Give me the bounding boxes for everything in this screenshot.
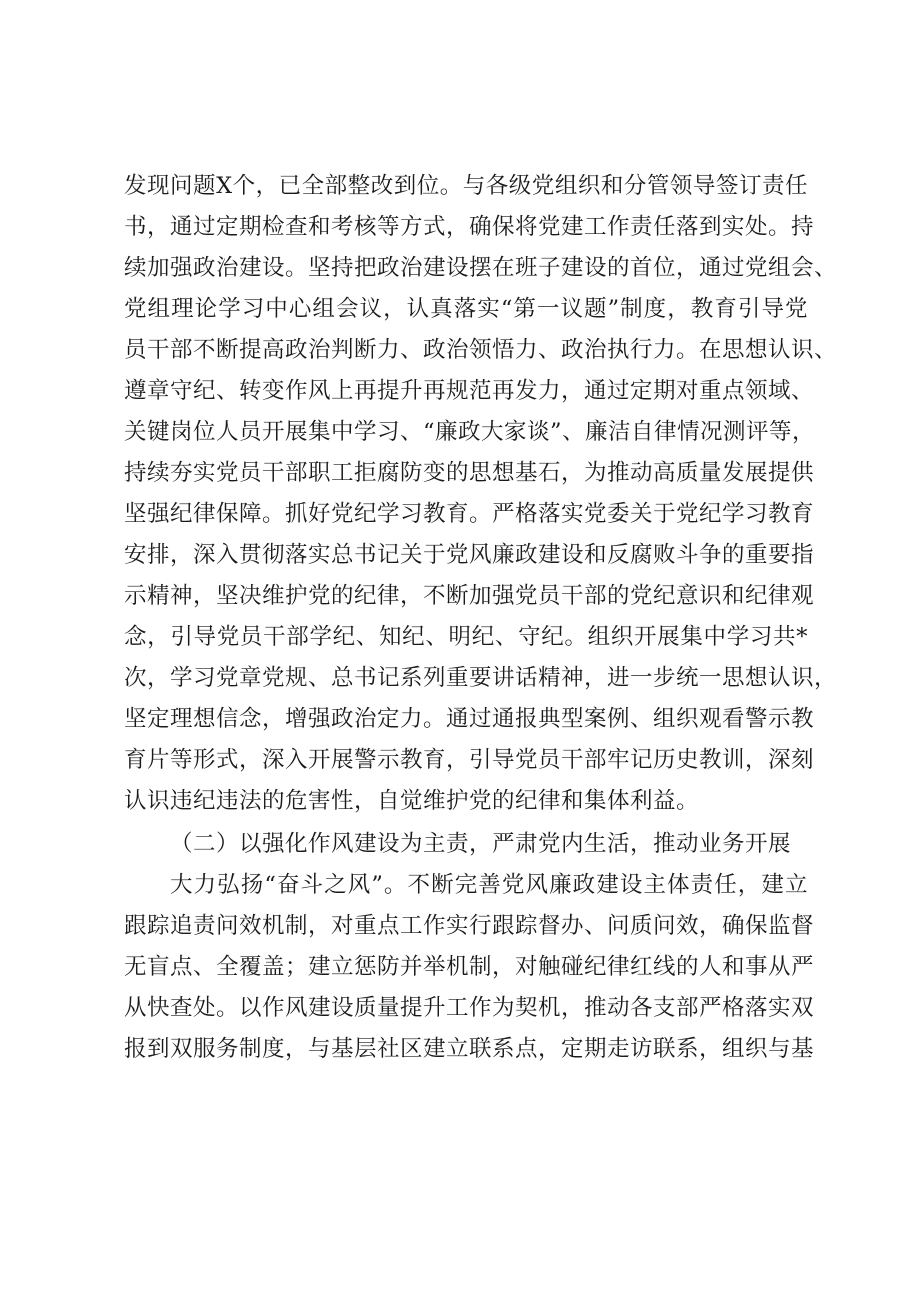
text-line: 报到双服务制度，与基层社区建立联系点，定期走访联系，组织与基	[124, 1036, 815, 1062]
text-line: 遵章守纪、转变作风上再提升再规范再发力，通过定期对重点领域、	[124, 378, 815, 404]
text-line: 坚强纪律保障。抓好党纪学习教育。严格落实党委关于党纪学习教育	[124, 501, 815, 527]
text-line: 安排，深入贯彻落实总书记关于党风廉政建设和反腐败斗争的重要指	[124, 542, 815, 568]
text-line: 无盲点、全覆盖；建立惩防并举机制，对触碰纪律红线的人和事从严	[124, 954, 815, 980]
text-line: 持续夯实党员干部职工拒腐防变的思想基石，为推动高质量发展提供	[124, 460, 815, 486]
text-line: 跟踪追责问效机制，对重点工作实行跟踪督办、问质问效，确保监督	[124, 913, 815, 939]
text-line: 念，引导党员干部学纪、知纪、明纪、守纪。组织开展集中学习共*	[124, 624, 808, 650]
text-line: 党组理论学习中心组会议，认真落实“第一议题”制度，教育引导党	[124, 296, 808, 322]
text-line: 认识违纪违法的危害性，自觉维护党的纪律和集体利益。	[124, 788, 700, 814]
text-line: 员干部不断提高政治判断力、政治领悟力、政治执行力。在思想认识、	[124, 337, 838, 363]
text-line: 发现问题X个，已全部整改到位。与各级党组织和分管领导签订责任	[124, 173, 808, 199]
text-line: 育片等形式，深入开展警示教育，引导党员干部牢记历史教训，深刻	[124, 747, 815, 773]
text-line: 次，学习党章党规、总书记系列重要讲话精神，进一步统一思想认识，	[124, 665, 838, 691]
text-line: 书，通过定期检查和考核等方式，确保将党建工作责任落到实处。持	[124, 214, 815, 240]
section-heading: （二）以强化作风建设为主责，严肃党内生活，推动业务开展	[170, 831, 792, 857]
text-line: 示精神，坚决维护党的纪律，不断加强党员干部的党纪意识和纪律观	[124, 583, 815, 609]
text-line: 大力弘扬“奋斗之风”。不断完善党风廉政建设主体责任，建立	[170, 872, 808, 898]
text-line: 续加强政治建设。坚持把政治建设摆在班子建设的首位，通过党组会、	[124, 255, 838, 281]
text-line: 关键岗位人员开展集中学习、“廉政大家谈”、廉洁自律情况测评等，	[124, 419, 816, 445]
text-line: 从快查处。以作风建设质量提升工作为契机，推动各支部严格落实双	[124, 995, 815, 1021]
text-line: 坚定理想信念，增强政治定力。通过通报典型案例、组织观看警示教	[124, 706, 815, 732]
